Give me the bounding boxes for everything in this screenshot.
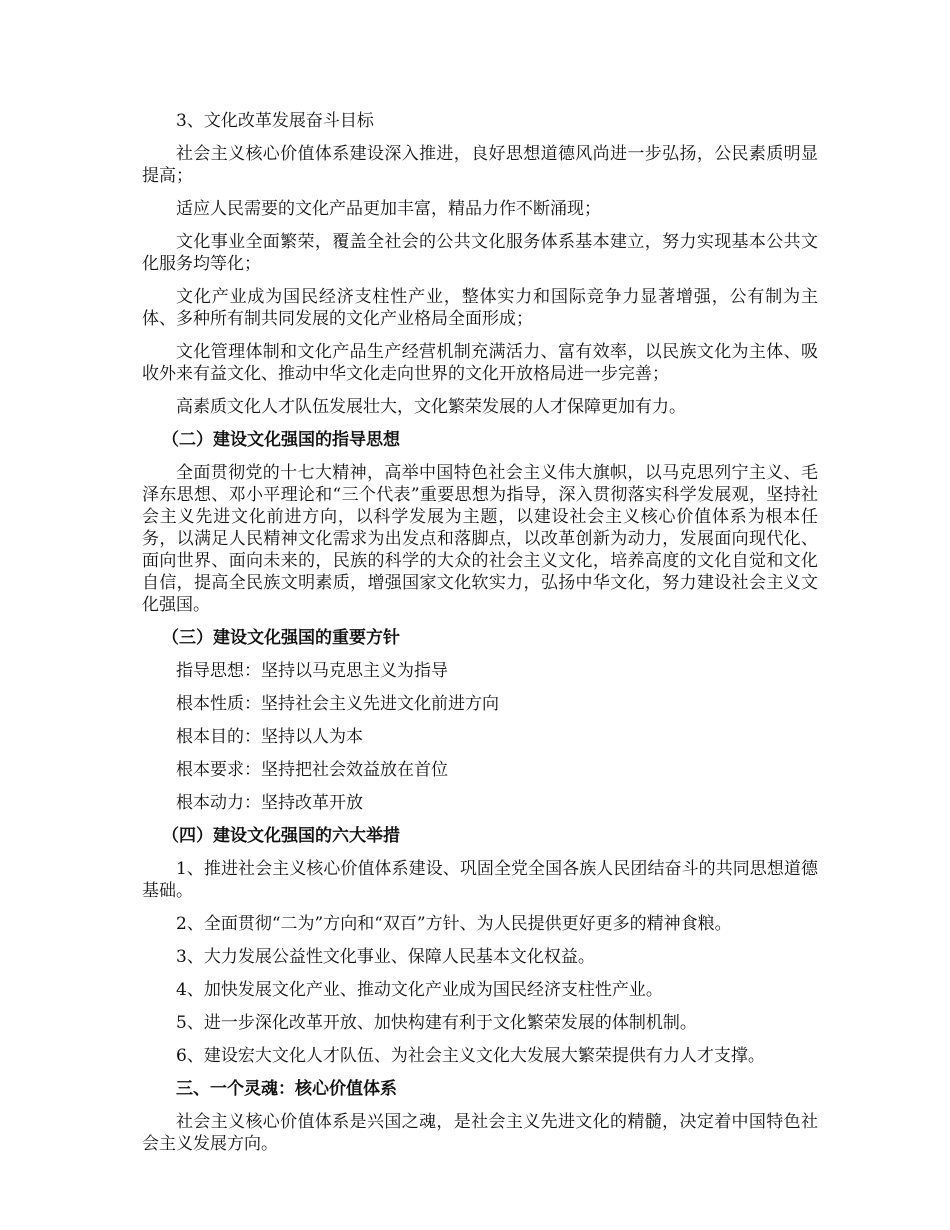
paragraph: 全面贯彻党的十七大精神，高举中国特色社会主义伟大旗帜，以马克思列宁主义、毛泽东思想、邓小平理论和“三个代表”重要思想为指导，深入贯彻落实科学发展观，坚持社会主义先进文化前进方向，以科学发展为主题，以建设社会主义核心价值体系为根本任务，以满足人民精神文化需求为出发点和落脚点，以改革创新为动力，发展面向现代化、面向世界、面向未来的，民族的科学的大众的社会主义文化，培养高度的文化自觉和文化自信，提高全民族文明素质，增强国家文化软实力，弘扬中华文化，努力建设社会主义文化强国。 <box>142 463 818 615</box>
list-item: 5、进一步深化改革开放、加快构建有利于文化繁荣发展的体制机制。 <box>176 1013 697 1033</box>
section-heading: （二）建设文化强国的指导思想 <box>162 430 400 450</box>
paragraph: 社会主义核心价值体系是兴国之魂，是社会主义先进文化的精髓，决定着中国特色社会主义发展方向。 <box>142 1112 818 1154</box>
goals-subheading: 3、文化改革发展奋斗目标 <box>176 111 374 131</box>
section-heading: （四）建设文化强国的六大举措 <box>162 826 400 846</box>
list-item: 3、大力发展公益性文化事业、保障人民基本文化权益。 <box>176 947 595 967</box>
paragraph: 适应人民需要的文化产品更加丰富，精品力作不断涌现； <box>176 199 601 219</box>
list-item: 根本性质：坚持社会主义先进文化前进方向 <box>176 694 499 714</box>
paragraph: 高素质文化人才队伍发展壮大，文化繁荣发展的人才保障更加有力。 <box>176 397 686 417</box>
paragraph: 文化事业全面繁荣，覆盖全社会的公共文化服务体系基本建立，努力实现基本公共文化服务均等化； <box>142 232 818 274</box>
chapter-heading: 三、一个灵魂：核心价值体系 <box>176 1079 397 1099</box>
list-item: 指导思想：坚持以马克思主义为指导 <box>176 661 448 681</box>
list-item: 根本要求：坚持把社会效益放在首位 <box>176 760 448 780</box>
list-item: 根本动力：坚持改革开放 <box>176 793 363 813</box>
paragraph: 文化管理体制和文化产品生产经营机制充满活力、富有效率，以民族文化为主体、吸收外来有益文化、推动中华文化走向世界的文化开放格局进一步完善； <box>142 342 818 384</box>
list-item: 根本目的：坚持以人为本 <box>176 727 363 747</box>
paragraph: 文化产业成为国民经济支柱性产业，整体实力和国际竞争力显著增强，公有制为主体、多种所有制共同发展的文化产业格局全面形成； <box>142 287 818 329</box>
list-item: 4、加快发展文化产业、推动文化产业成为国民经济支柱性产业。 <box>176 980 663 1000</box>
list-item: 2、全面贯彻“二为”方向和“双百”方针、为人民提供更好更多的精神食粮。 <box>176 914 732 934</box>
paragraph: 社会主义核心价值体系建设深入推进，良好思想道德风尚进一步弘扬，公民素质明显提高； <box>142 144 818 186</box>
list-item: 1、推进社会主义核心价值体系建设、巩固全党全国各族人民团结奋斗的共同思想道德基础。 <box>142 859 818 901</box>
section-heading: （三）建设文化强国的重要方针 <box>162 628 400 648</box>
list-item: 6、建设宏大文化人才队伍、为社会主义文化大发展大繁荣提供有力人才支撑。 <box>176 1046 765 1066</box>
